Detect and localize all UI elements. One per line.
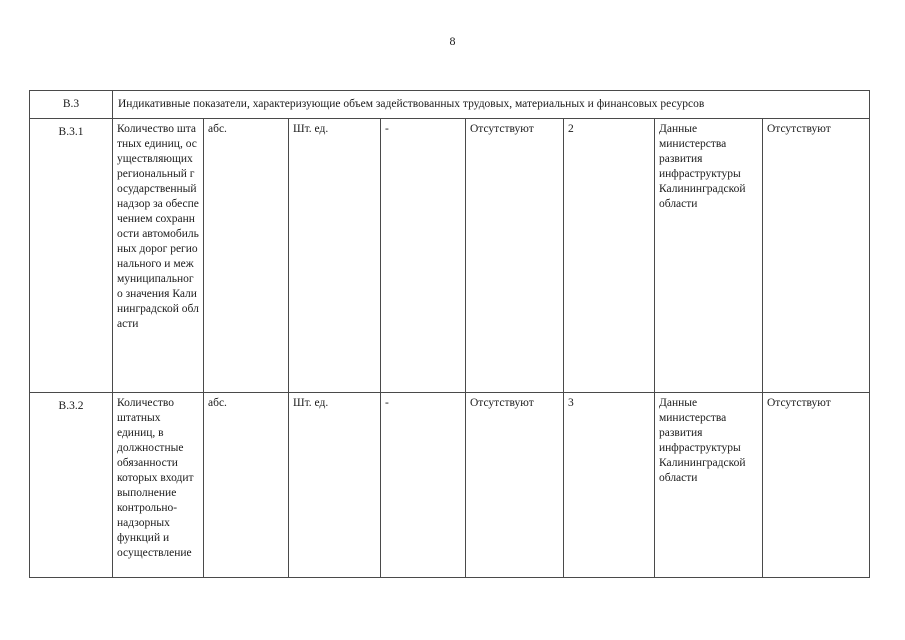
table-row [30, 393, 870, 578]
target-value: 3 [564, 393, 655, 578]
data-source: Данные министерства развития инфраструктуры Калининградской области [655, 119, 763, 393]
page-number: 8 [449, 34, 456, 48]
indicator-type: абс. [204, 393, 289, 578]
unit-of-measure: Шт. ед. [289, 119, 381, 393]
data-source: Данные министерства развития инфраструктуры Калининградской области [655, 393, 763, 578]
indicator-type: абс. [204, 119, 289, 393]
section-code: B.3 [30, 91, 113, 119]
indicator-name: Количество штатных единиц, в должностные обязанности которых входит выполнение контрольно-надзорных функций и осуществление [113, 393, 204, 578]
method: Отсутствуют [466, 393, 564, 578]
unit-of-measure: Шт. ед. [289, 393, 381, 578]
table-row [30, 119, 870, 393]
row-code: B.3.1 [30, 119, 113, 393]
note: Отсутствуют [763, 393, 870, 578]
target-value: 2 [564, 119, 655, 393]
row-code: B.3.2 [30, 393, 113, 578]
indicators-table [29, 90, 870, 578]
note: Отсутствуют [763, 119, 870, 393]
formula: - [381, 393, 466, 578]
section-header-row [30, 91, 870, 119]
section-title: Индикативные показатели, характеризующие объем задействованных трудовых, материальных и финансовых ресурсов [113, 91, 870, 119]
indicator-name: Количество штатных единиц, осуществляющих региональный государственный надзор за обеспечением сохранности автомобильных дорог регионального и межмуниципального значения Калининградской области [113, 119, 204, 393]
formula: - [381, 119, 466, 393]
method: Отсутствуют [466, 119, 564, 393]
